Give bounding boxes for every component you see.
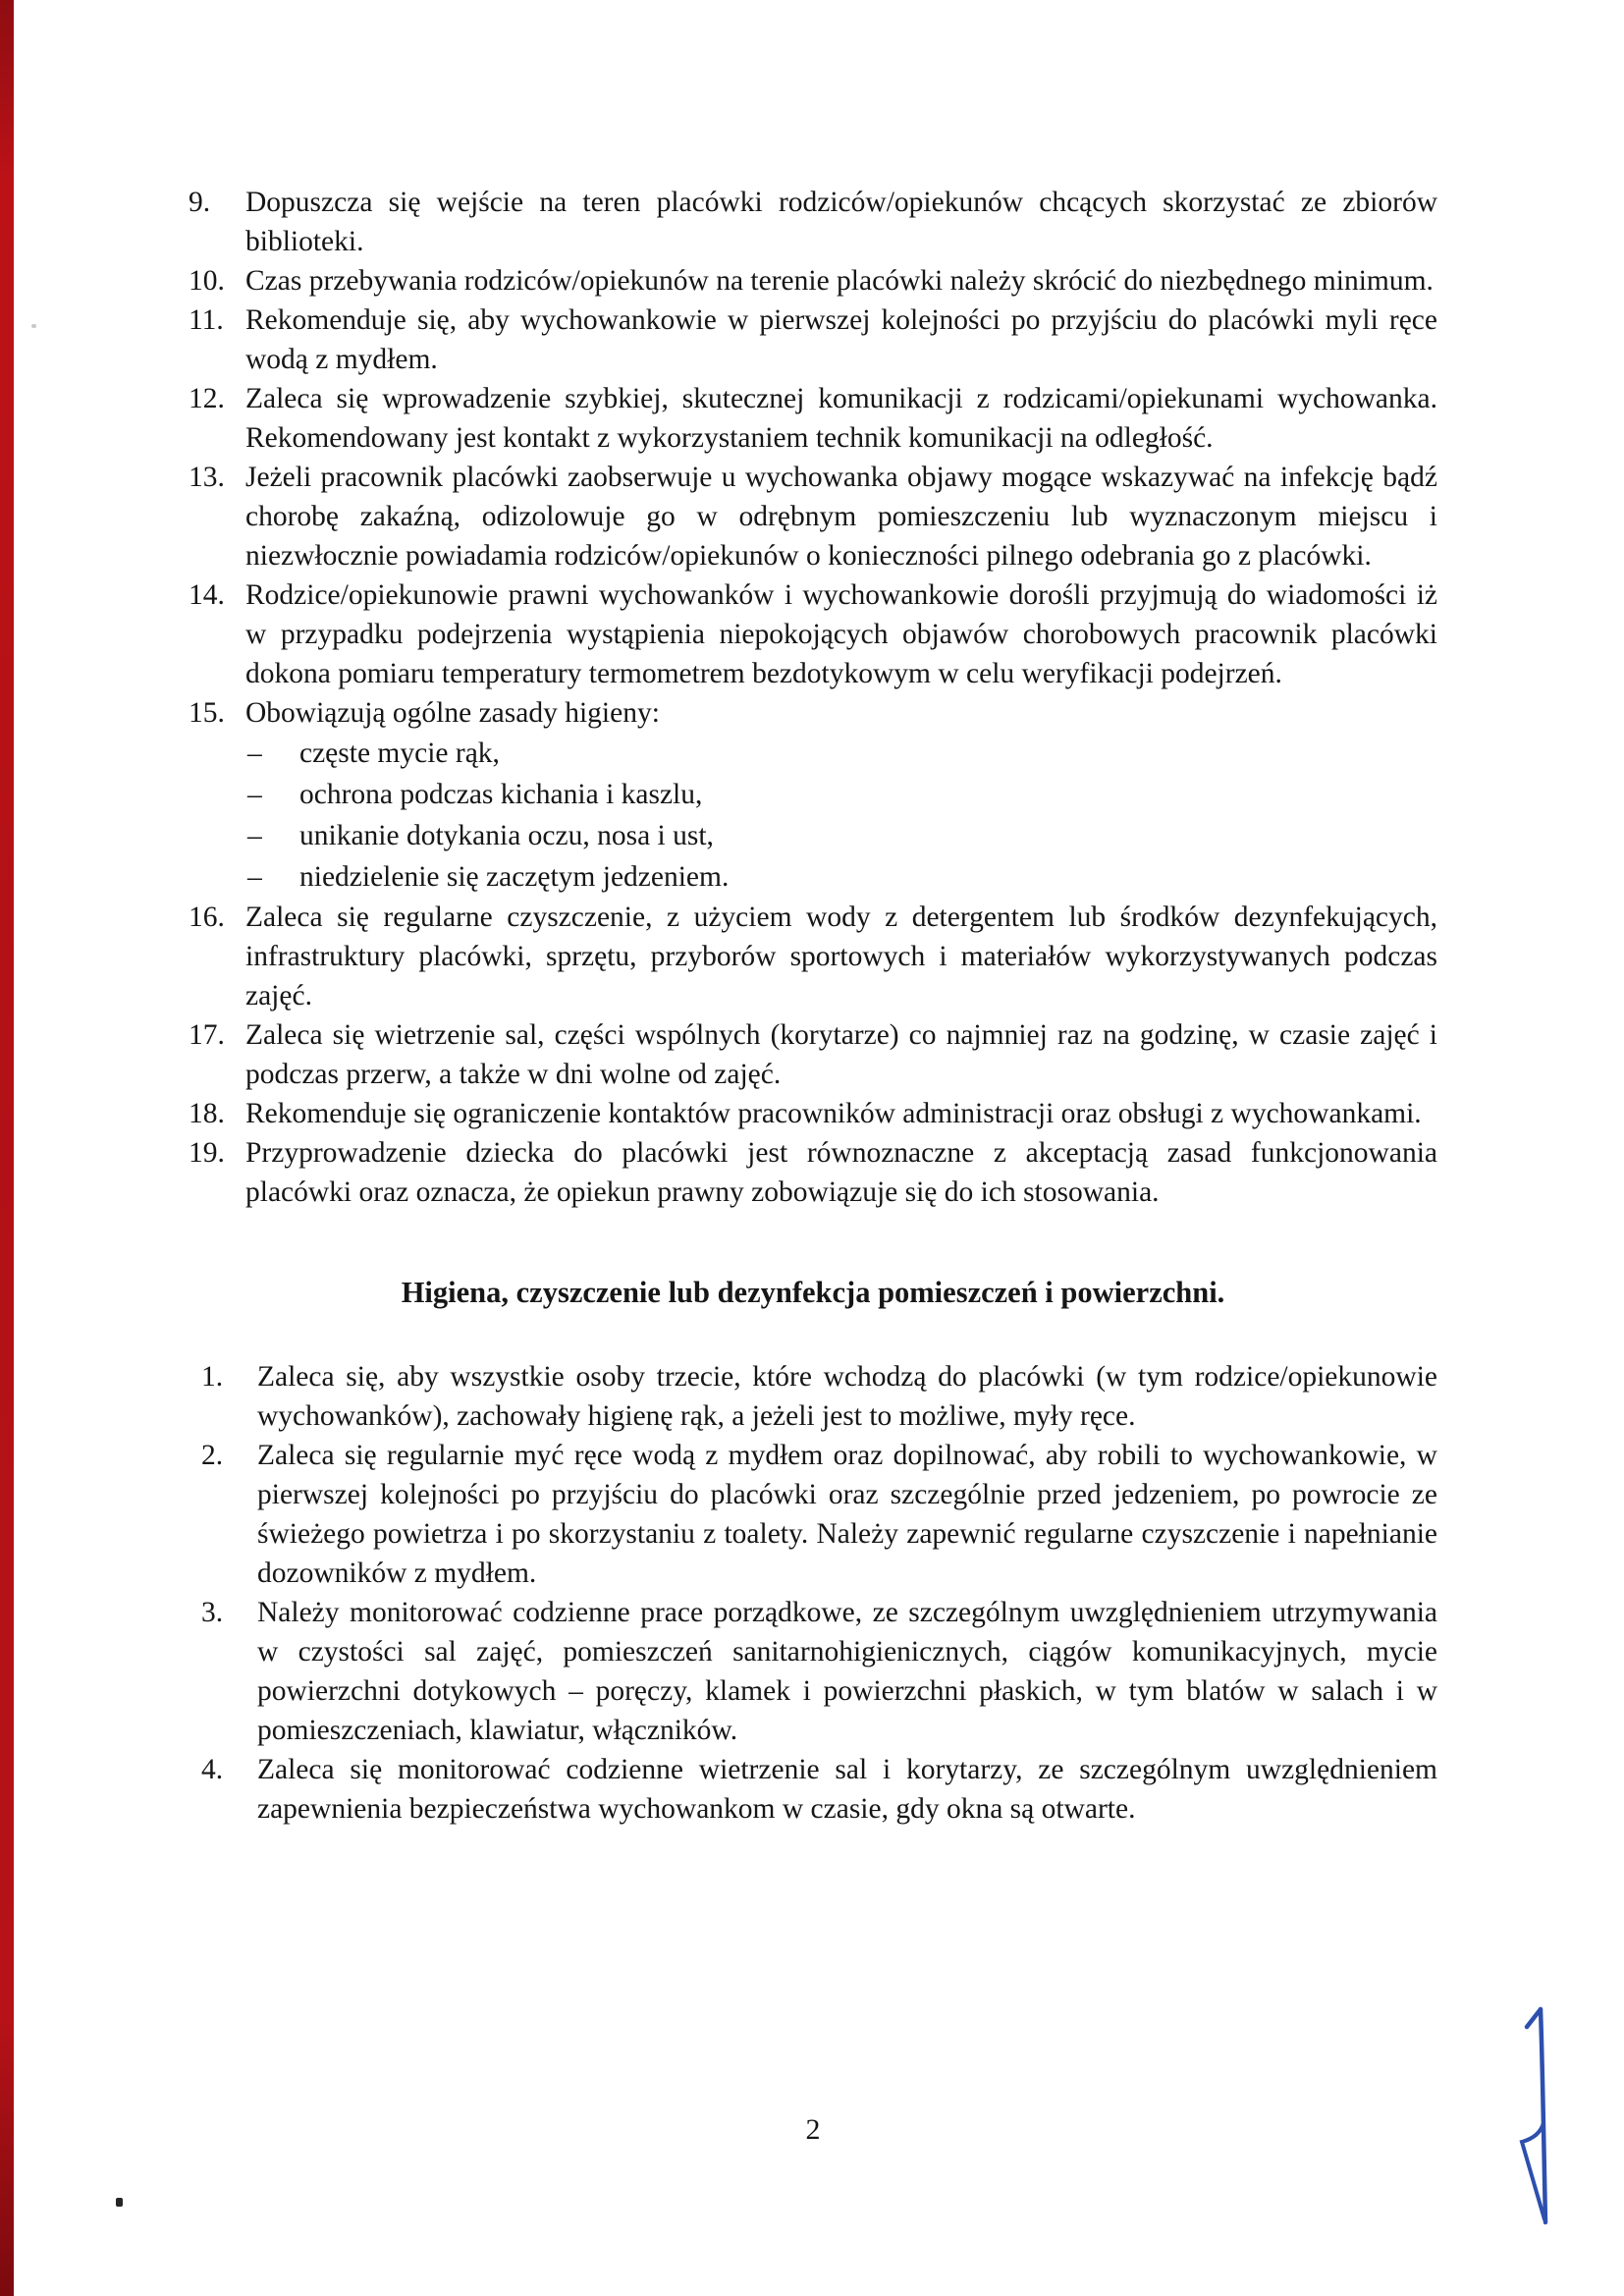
item-number: 3. xyxy=(201,1597,224,1628)
ink-speck xyxy=(116,2198,123,2207)
item-text: Zaleca się wietrzenie sal, części wspólnych (korytarze) co najmniej raz na godzinę, w czasie zajęć i podczas przerw, a także w dni wolne od zajęć. xyxy=(245,1019,1437,1090)
item-text: Zaleca się regularnie myć ręce wodą z mydłem oraz dopilnować, aby robili to wychowankowie, w pierwszej kolejności po przyjściu do placówki oraz szczególnie przed jedzeniem, po powrocie ze świeżego powietrza i po skorzystaniu z toalety. Należy zapewnić regularne czyszczenie i napełnianie dozowników z mydłem. xyxy=(257,1440,1437,1589)
item-number: 13. xyxy=(189,462,225,493)
list-item xyxy=(189,1015,1437,1094)
dash-bullet: – xyxy=(247,779,262,810)
item-text: Zaleca się monitorować codzienne wietrzenie sal i korytarzy, ze szczególnym uwzględnieniem zapewnienia bezpieczeństwa wychowankom w czasie, gdy okna są otwarte. xyxy=(257,1754,1437,1825)
list-item xyxy=(189,693,1437,733)
list-item xyxy=(189,379,1437,458)
item-text: Dopuszcza się wejście na teren placówki rodziców/opiekunów chcących skorzystać ze zbiorów biblioteki. xyxy=(245,187,1437,257)
dash-bullet: – xyxy=(247,820,262,851)
item-number: 10. xyxy=(189,265,225,297)
item-text: Zaleca się regularne czyszczenie, z użyciem wody z detergentem lub środków dezynfekujących, infrastruktury placówki, sprzętu, przyborów sportowych i materiałów wykorzystywanych podczas zajęć. xyxy=(245,902,1437,1011)
list-item xyxy=(189,1436,1437,1593)
sub-item-text: częste mycie rąk, xyxy=(299,738,500,769)
item-text: Rekomenduje się ograniczenie kontaktów pracowników administracji oraz obsługi z wychowankami. xyxy=(245,1098,1422,1129)
item-number: 9. xyxy=(189,187,211,218)
item-text: Należy monitorować codzienne prace porządkowe, ze szczególnym uwzględnieniem utrzymywania w czystości sal zajęć, pomieszczeń sanitarnohigienicznych, ciągów komunikacyjnych, mycie powierzchni dotykowych – poręczy, klamek i powierzchni płaskich, w tym blatów w salach i w pomieszczeniach, klawiatur, włączników. xyxy=(257,1597,1437,1746)
scan-edge-stripe xyxy=(0,0,14,2296)
list-item xyxy=(189,261,1437,301)
item-text: Rekomenduje się, aby wychowankowie w pierwszej kolejności po przyjściu do placówki myli ręce wodą z mydłem. xyxy=(245,304,1437,375)
item-text: Przyprowadzenie dziecka do placówki jest równoznaczne z akceptacją zasad funkcjonowania placówki oraz oznacza, że opiekun prawny zobowiązuje się do ich stosowania. xyxy=(245,1137,1437,1208)
sub-list-item xyxy=(189,774,1437,815)
item-text: Zaleca się wprowadzenie szybkiej, skutecznej komunikacji z rodzicami/opiekunami wychowanka. Rekomendowany jest kontakt z wykorzystaniem technik komunikacji na odległość. xyxy=(245,383,1437,454)
sub-list-item xyxy=(189,856,1437,898)
dash-bullet: – xyxy=(247,861,262,893)
page-number: 2 xyxy=(805,2113,821,2146)
item-number: 1. xyxy=(201,1361,224,1393)
list-item xyxy=(189,1094,1437,1133)
section-heading: Higiena, czyszczenie lub dezynfekcja pomieszczeń i powierzchni. xyxy=(401,1276,1225,1309)
item-number: 15. xyxy=(189,697,225,729)
list-item xyxy=(189,183,1437,261)
item-text: Czas przebywania rodziców/opiekunów na terenie placówki należy skrócić do niezbędnego minimum. xyxy=(245,265,1434,297)
list-item xyxy=(189,1133,1437,1212)
item-number: 19. xyxy=(189,1137,225,1169)
list-item xyxy=(189,301,1437,379)
sub-item-text: ochrona podczas kichania i kaszlu, xyxy=(299,779,703,810)
sub-item-text: niedzielenie się zaczętym jedzeniem. xyxy=(299,861,730,893)
item-number: 4. xyxy=(201,1754,224,1785)
item-text: Obowiązują ogólne zasady higieny: xyxy=(245,697,660,729)
item-text: Rodzice/opiekunowie prawni wychowanków i wychowankowie dorośli przyjmują do wiadomości iż w przypadku podejrzenia wystąpienia niepokojących objawów chorobowych pracownik placówki dokona pomiaru temperatury termometrem bezdotykowym w celu weryfikacji podejrzeń. xyxy=(245,579,1437,689)
list-item xyxy=(189,1357,1437,1436)
sub-item-text: unikanie dotykania oczu, nosa i ust, xyxy=(299,820,714,851)
document-body xyxy=(189,183,1437,1829)
item-number: 17. xyxy=(189,1019,225,1051)
list-item xyxy=(189,1750,1437,1829)
list-item xyxy=(189,575,1437,693)
item-text: Jeżeli pracownik placówki zaobserwuje u wychowanka objawy mogące wskazywać na infekcję bądź chorobę zakaźną, odizolowuje go w odrębnym pomieszczeniu lub wyznaczonym miejscu i niezwłocznie powiadamia rodziców/opiekunów o konieczności pilnego odebrania go z placówki. xyxy=(245,462,1437,572)
dash-bullet: – xyxy=(247,738,262,769)
sub-list-item xyxy=(189,733,1437,774)
item-number: 11. xyxy=(189,304,224,336)
item-number: 2. xyxy=(201,1440,224,1471)
item-number: 18. xyxy=(189,1098,225,1129)
item-number: 16. xyxy=(189,902,225,933)
sub-list-item xyxy=(189,815,1437,856)
list-item xyxy=(189,458,1437,575)
scan-speck xyxy=(31,324,36,328)
signature-paraph xyxy=(1492,1984,1600,2259)
item-number: 12. xyxy=(189,383,225,414)
item-number: 14. xyxy=(189,579,225,611)
item-text: Zaleca się, aby wszystkie osoby trzecie, które wchodzą do placówki (w tym rodzice/opiekunowie wychowanków), zachowały higienę rąk, a jeżeli jest to możliwe, myły ręce. xyxy=(257,1361,1437,1432)
list-item xyxy=(189,1593,1437,1750)
list-item xyxy=(189,898,1437,1015)
